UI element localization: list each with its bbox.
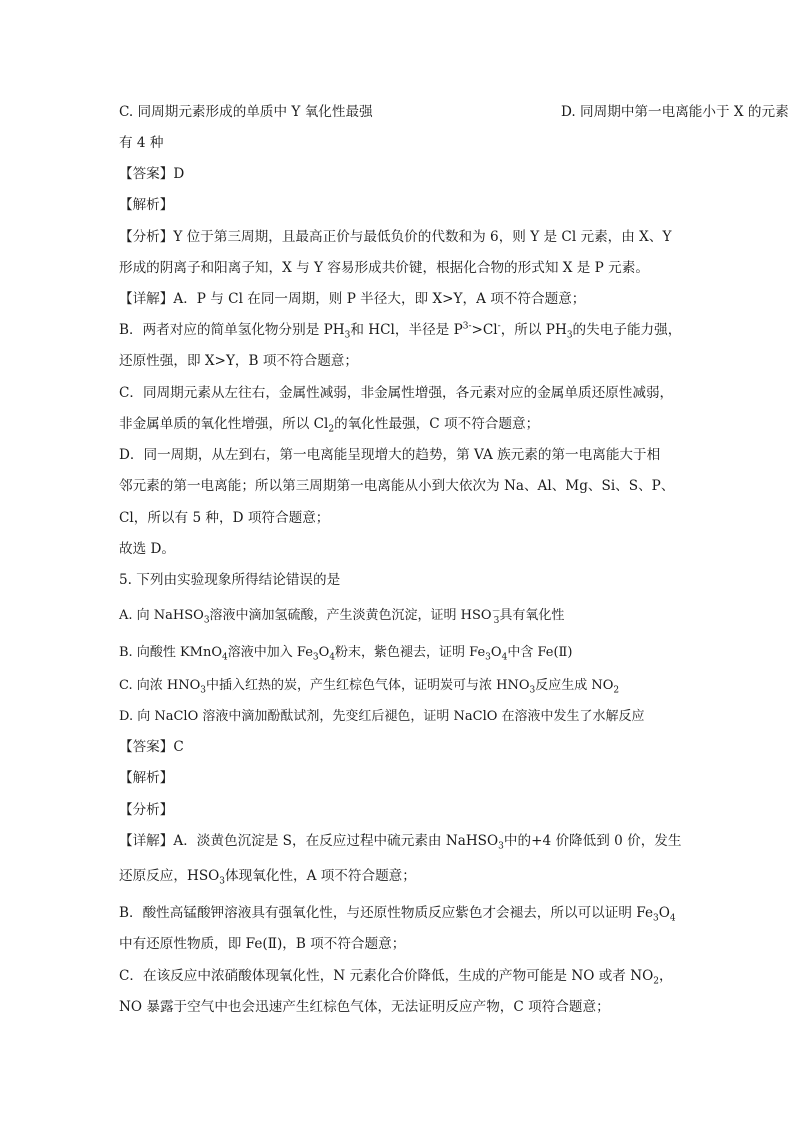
answer-value: C <box>173 739 184 755</box>
text: 具有氧化性 <box>499 608 565 623</box>
q4-detail-d-1: D．同一周期，从左到右，第一电离能呈现增大的趋势，第 VA 族元素的第一电离能大于相 <box>119 447 661 463</box>
q5-option-a <box>119 606 684 626</box>
sup: - <box>497 321 501 332</box>
sub: 2 <box>613 685 620 696</box>
text: 的氧化性最强，C 项不符合题意； <box>334 416 540 432</box>
detail-label: 【详解】 <box>119 291 174 307</box>
text: 的失电子能力强， <box>572 322 682 338</box>
text: 非金属单质的氧化性增强，所以 Cl <box>119 416 329 432</box>
q5-option-d: D. 向 NaClO 溶液中滴加酚酞试剂，先变红后褪色，证明 NaClO 在溶液中发生了水解反应 <box>119 709 645 724</box>
text: 体现氧化性，A 项不符合题意； <box>225 868 416 884</box>
text: C．在该反应中浓硝酸体现氧化性，N 元素化合价降低，生成的产物可能是 NO 或者 NO <box>119 968 654 984</box>
q5-answer <box>119 737 684 757</box>
q4-option-c: C. 同周期元素形成的单质中 Y 氧化性最强 <box>119 104 373 120</box>
q4-options-cd <box>119 102 789 122</box>
text: B．两者对应的简单氢化物分别是 PH <box>119 322 345 338</box>
text: 粉末，紫色褪去，证明 Fe <box>335 645 486 660</box>
q5-detail-a-2 <box>119 866 684 886</box>
q4-detail-c-1: C．同周期元素从左往右，金属性减弱，非金属性增强，各元素对应的金属单质还原性减弱， <box>119 385 674 401</box>
text: O <box>490 645 502 660</box>
text: B. 向酸性 KMnO <box>119 645 223 660</box>
q4-option-d: D. 同周期中第一电离能小于 X 的元素 <box>561 104 789 120</box>
q4-detail-b-1 <box>119 320 684 340</box>
text: B．酸性高锰酸钾溶液具有强氧化性，与还原性物质反应紫色才会褪去，所以可以证明 Fe <box>119 905 654 921</box>
text: 反应生成 NO <box>535 678 614 693</box>
detail-a-text: A．P 与 Cl 在同一周期，则 P 半径大，即 X>Y，A 项不符合题意； <box>173 291 586 307</box>
q4-option-d-cont: 有 4 种 <box>119 135 164 151</box>
q4-conclusion: 故选 D。 <box>119 541 176 557</box>
q5-detail-b-2: 中有还原性物质，即 Fe(Ⅱ)，B 项不符合题意； <box>119 936 406 952</box>
sub: 3 <box>529 685 536 696</box>
q5-detail-c-1 <box>119 966 684 986</box>
sub: 2 <box>653 976 659 987</box>
q4-detail-c-2 <box>119 414 684 434</box>
q4-fenxi-1 <box>119 227 684 247</box>
text: 溶液中加入 Fe <box>227 645 313 660</box>
fenxi-text: Y 位于第三周期，且最高正价与最低负价的代数和为 6，则 Y 是 Cl 元素，由 X、Y <box>173 229 672 245</box>
sub: 3 <box>312 652 319 663</box>
sup: － <box>491 606 501 617</box>
text: A．淡黄色沉淀是 S，在反应过程中硫元素由 NaHSO <box>173 833 499 849</box>
sub: 4 <box>329 652 336 663</box>
q4-detail-d-2: 邻元素的第一电离能；所以第三周期第一电离能从小到大依次为 Na、Al、Mg、Si、S、P、 <box>119 478 675 494</box>
fenxi-label: 【分析】 <box>119 229 174 245</box>
q4-detail-b-2: 还原性强，即 X>Y，B 项不符合题意； <box>119 353 358 369</box>
sub: 4 <box>222 652 228 663</box>
text: ，所以 PH <box>500 322 567 338</box>
answer-label: 【答案】 <box>119 739 174 755</box>
text: O <box>658 905 670 921</box>
answer-value: D <box>173 166 185 182</box>
sub: 3 <box>344 330 351 341</box>
q5-detail-c-2: NO 暴露于空气中也会迅速产生红棕色气体，无法证明反应产物，C 项符合题意； <box>119 999 610 1015</box>
q4-fenxi-2: 形成的阴离子和阳离子知，X 与 Y 容易形成共价键，根据化合物的形式知 X 是 P 元素。 <box>119 260 649 276</box>
sub: 4 <box>501 652 508 663</box>
sub: 2 <box>328 424 335 435</box>
text: O <box>318 645 330 660</box>
q5-fenxi-label: 【分析】 <box>119 802 174 818</box>
text: 还原反应，HSO <box>119 868 220 884</box>
detail-label: 【详解】 <box>119 833 174 849</box>
sub: 3 <box>653 913 659 924</box>
text: >Cl <box>471 322 498 338</box>
text: 溶液中滴加氢硫酸，产生淡黄色沉淀，证明 HSO <box>209 608 492 623</box>
text: 和 HCl，半径是 P <box>350 322 463 338</box>
answer-label: 【答案】 <box>119 166 174 182</box>
text: A. 向 NaHSO <box>119 608 204 623</box>
sub: 3 <box>203 615 210 626</box>
sub: 3 <box>493 615 500 626</box>
text: 中的+4 价降低到 0 价，发生 <box>503 833 682 849</box>
sub: 3 <box>566 330 573 341</box>
q5-detail-b-1 <box>119 903 684 923</box>
text: C. 向浓 HNO <box>119 678 201 693</box>
sub: 3 <box>498 841 504 852</box>
text: 中含 Fe(Ⅱ) <box>507 645 573 660</box>
sub: 3 <box>219 876 226 887</box>
sup: 3- <box>462 321 472 332</box>
q5-analysis-label: 【解析】 <box>119 770 174 786</box>
sub: 3 <box>485 652 491 663</box>
q4-analysis-label: 【解析】 <box>119 197 174 213</box>
text: 中插入红热的炭，产生红棕色气体，证明炭可与浓 HNO <box>206 678 530 693</box>
text: ， <box>658 968 673 984</box>
q4-detail-a <box>119 289 684 309</box>
sub: 4 <box>669 913 676 924</box>
sub: 3 <box>200 685 206 696</box>
q4-answer <box>119 164 684 184</box>
q5-option-c <box>119 676 684 696</box>
q5-stem: 5. 下列由实验现象所得结论错误的是 <box>119 572 341 588</box>
q5-option-b <box>119 643 684 663</box>
q4-detail-d-3: Cl，所以有 5 种，D 项符合题意； <box>119 510 330 526</box>
q5-detail-a-1 <box>119 831 684 851</box>
